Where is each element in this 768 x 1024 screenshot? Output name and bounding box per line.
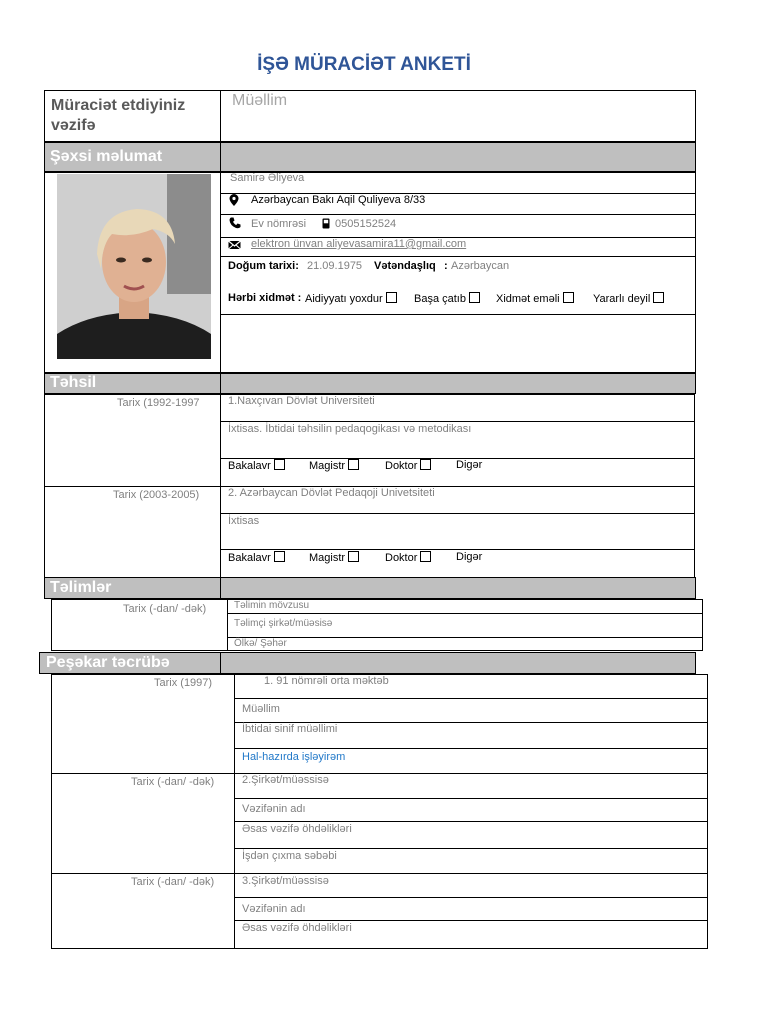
experience-2-company[interactable]: 2.Şirkət/müəssisə bbox=[242, 774, 329, 786]
checkbox[interactable] bbox=[348, 551, 359, 562]
experience-1-duties[interactable]: İbtidai sinif müəllimi bbox=[242, 723, 338, 735]
military-option-none[interactable]: Aidiyyatı yoxdur bbox=[305, 292, 397, 305]
mobile-number[interactable]: 0505152524 bbox=[335, 218, 397, 230]
training-topic[interactable]: Təlimin mövzusu bbox=[234, 600, 310, 611]
experience-1-status[interactable]: Hal-hazırda işləyirəm bbox=[242, 751, 346, 763]
applicant-name[interactable]: Samirə Əliyeva bbox=[230, 172, 305, 184]
training-city[interactable]: Ölkə/ Şəhər bbox=[234, 638, 287, 649]
education-section-header bbox=[44, 373, 696, 394]
birth-value[interactable]: 21.09.1975 bbox=[307, 260, 363, 272]
email-icon bbox=[228, 240, 241, 253]
checkbox[interactable] bbox=[348, 459, 359, 470]
checkbox[interactable] bbox=[420, 551, 431, 562]
experience-1-position[interactable]: Müəllim bbox=[242, 703, 280, 715]
experience-3-date[interactable]: Tarix (-dan/ -dək) bbox=[131, 876, 215, 888]
experience-1-company[interactable]: 1. 91 nömrəli orta məktəb bbox=[264, 675, 389, 687]
trainings-section-header bbox=[44, 577, 696, 599]
experience-3-position[interactable]: Vəzifənin adı bbox=[242, 903, 306, 915]
phone-icon bbox=[229, 217, 241, 232]
address[interactable]: Azərbaycan Bakı Aqil Quliyeva 8/33 bbox=[251, 194, 426, 206]
trainings-heading: Təlimlər bbox=[50, 579, 112, 596]
military-label: Hərbi xidmət : bbox=[228, 292, 302, 304]
education-1-specialty[interactable]: İxtisas. İbtidai təhsilin pedaqogikası və metodikası bbox=[228, 423, 472, 435]
experience-2-position[interactable]: Vəzifənin adı bbox=[242, 803, 306, 815]
degree-bachelor[interactable]: Bakalavr bbox=[228, 551, 285, 564]
degree-other[interactable]: Digər bbox=[456, 459, 483, 471]
birth-label: Doğum tarixi: bbox=[228, 260, 299, 272]
experience-1-date[interactable]: Tarix (1997) bbox=[154, 677, 213, 689]
experience-2-duties[interactable]: Əsas vəzifə öhdəlikləri bbox=[242, 823, 352, 835]
degree-other[interactable]: Digər bbox=[456, 551, 483, 563]
degree-master[interactable]: Magistr bbox=[309, 459, 359, 472]
experience-3-duties[interactable]: Əsas vəzifə öhdəlikləri bbox=[242, 922, 352, 934]
location-icon bbox=[229, 194, 239, 209]
experience-2-leave-reason[interactable]: İşdən çıxma səbəbi bbox=[242, 850, 337, 862]
checkbox[interactable] bbox=[563, 292, 574, 303]
military-option-unfit[interactable]: Yararlı deyil bbox=[593, 292, 664, 305]
education-1-school[interactable]: 1.Naxçıvan Dövlət Universiteti bbox=[228, 395, 375, 407]
citizenship-value[interactable]: Azərbaycan bbox=[451, 260, 510, 272]
degree-bachelor[interactable]: Bakalavr bbox=[228, 459, 285, 472]
education-heading: Təhsil bbox=[50, 374, 97, 391]
mobile-icon bbox=[322, 218, 330, 232]
position-label: Müraciət etdiyiniz vəzifə bbox=[51, 97, 186, 134]
military-option-completed[interactable]: Başa çatıb bbox=[414, 292, 480, 305]
education-2-date[interactable]: Tarix (2003-2005) bbox=[113, 489, 200, 501]
checkbox[interactable] bbox=[274, 459, 285, 470]
degree-doctor[interactable]: Doktor bbox=[385, 459, 431, 472]
checkbox[interactable] bbox=[469, 292, 480, 303]
degree-master[interactable]: Magistr bbox=[309, 551, 359, 564]
position-value[interactable]: Müəllim bbox=[232, 92, 288, 109]
home-phone-label[interactable]: Ev nömrəsi bbox=[251, 218, 307, 230]
profile-photo bbox=[57, 174, 211, 359]
checkbox[interactable] bbox=[420, 459, 431, 470]
citizenship-colon: : bbox=[444, 260, 448, 272]
experience-2-date[interactable]: Tarix (-dan/ -dək) bbox=[131, 776, 215, 788]
citizenship-label: Vətəndaşlıq bbox=[374, 260, 436, 272]
training-company[interactable]: Təlimçi şirkət/müəsisə bbox=[234, 618, 333, 629]
degree-doctor[interactable]: Doktor bbox=[385, 551, 431, 564]
education-1-date[interactable]: Tarix (1992-1997 bbox=[117, 397, 200, 409]
checkbox[interactable] bbox=[386, 292, 397, 303]
personal-heading: Şəxsi məlumat bbox=[50, 148, 163, 165]
checkbox[interactable] bbox=[653, 292, 664, 303]
military-option-serving[interactable]: Xidmət eməli bbox=[496, 292, 574, 305]
email-link[interactable]: elektron ünvan aliyevasamira11@gmail.com bbox=[251, 238, 467, 250]
training-date[interactable]: Tarix (-dan/ -dək) bbox=[123, 603, 207, 615]
experience-3-company[interactable]: 3.Şirkət/müəssisə bbox=[242, 875, 329, 887]
education-2-school[interactable]: 2. Azərbaycan Dövlət Pedaqoji Univetsiteti bbox=[228, 487, 435, 499]
form-title: İŞƏ MÜRACİƏT ANKETİ bbox=[257, 54, 471, 75]
checkbox[interactable] bbox=[274, 551, 285, 562]
education-2-specialty[interactable]: İxtisas bbox=[228, 515, 260, 527]
experience-heading: Peşəkar təcrübə bbox=[46, 654, 170, 671]
experience-block bbox=[51, 674, 708, 949]
